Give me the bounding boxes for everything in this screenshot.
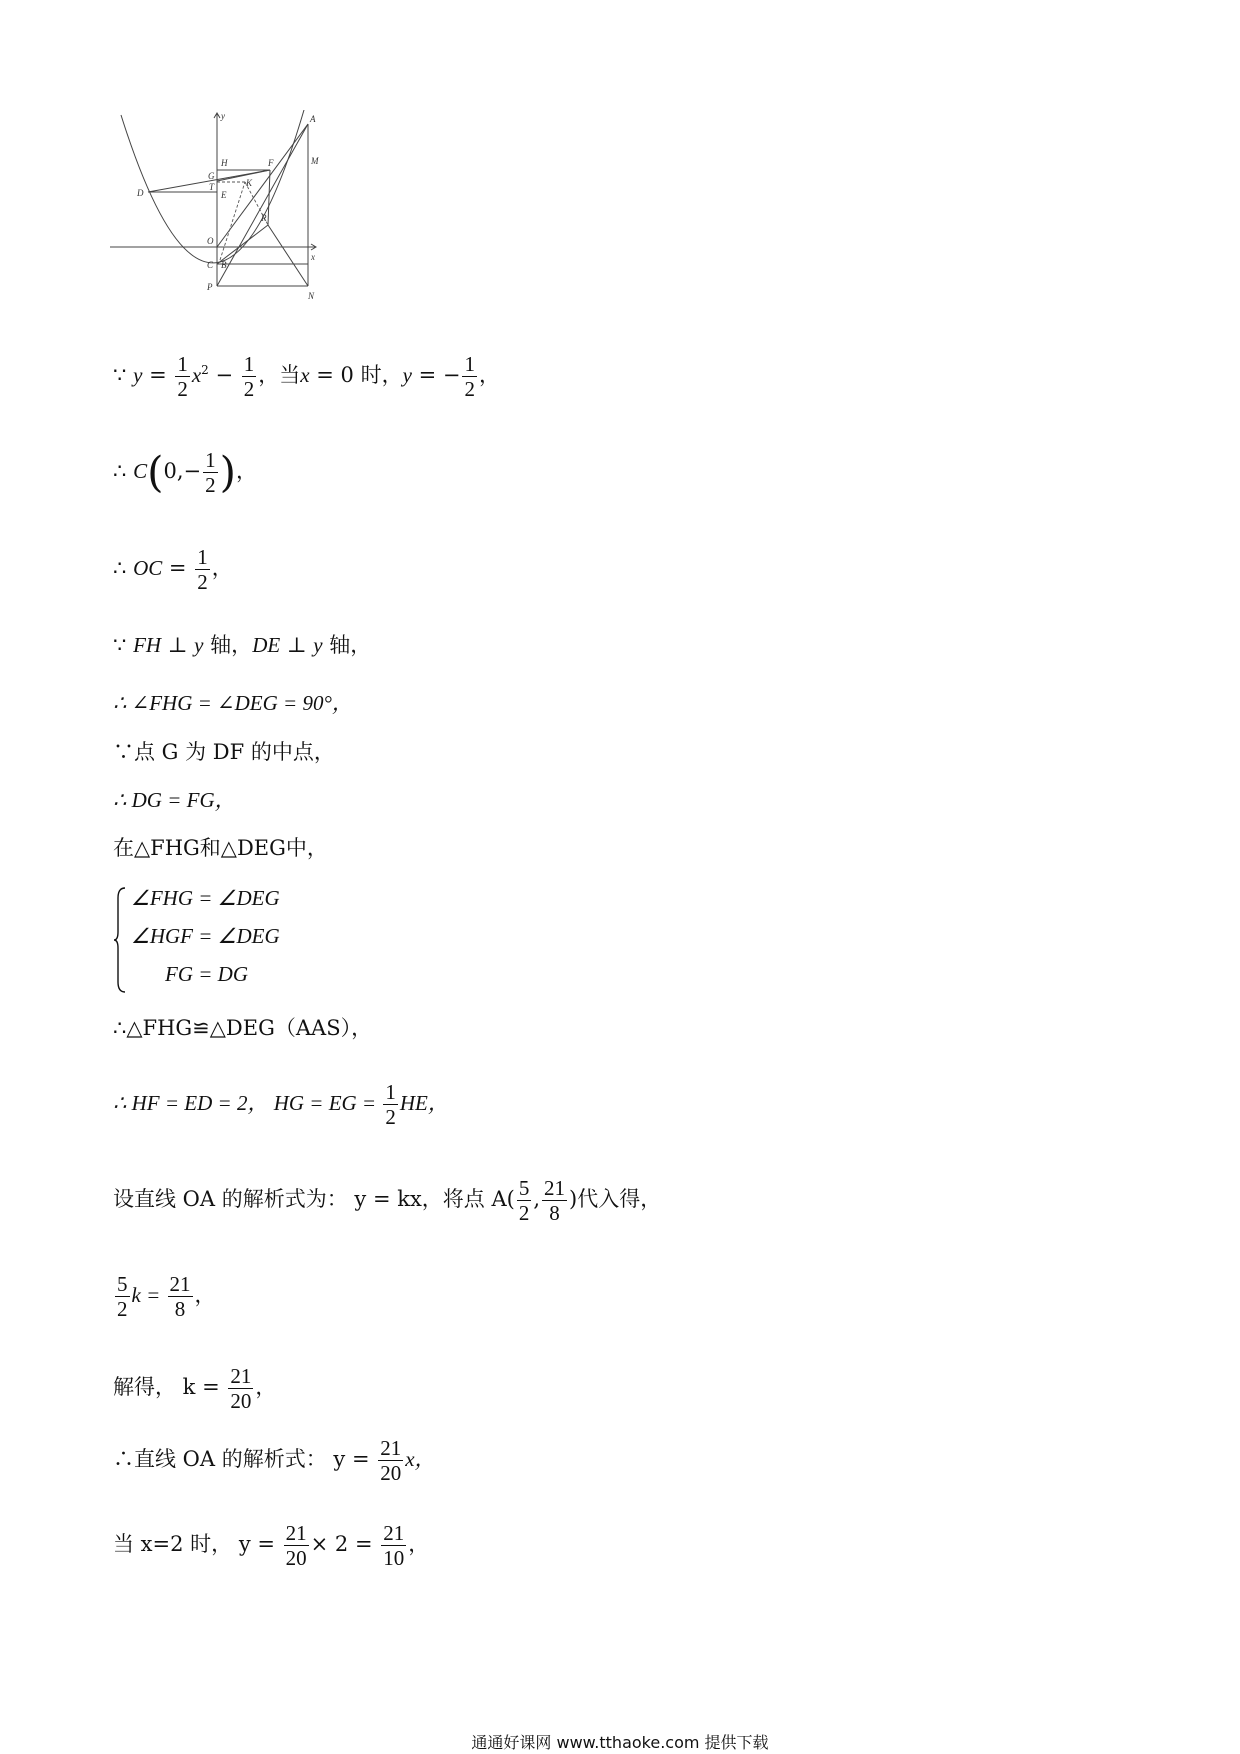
line-3 — [113, 545, 233, 594]
text: × 2 = — [310, 1532, 380, 1557]
label-H: H — [221, 158, 228, 168]
fraction — [195, 545, 210, 594]
line-2 — [113, 448, 257, 497]
segment-FH: FH — [133, 633, 162, 657]
var-x: x — [300, 363, 310, 388]
segment-DE: DE — [252, 633, 281, 657]
text: 设直线 OA 的解析式为： y = kx，将点 A( — [113, 1187, 515, 1212]
fraction — [115, 1272, 130, 1321]
line-15 — [113, 1521, 429, 1570]
text: k = — [131, 1283, 166, 1308]
label-F: F — [268, 158, 274, 168]
segment-OC: OC — [133, 556, 163, 581]
var-y: y — [402, 363, 412, 388]
var-y: y — [313, 633, 323, 657]
fraction — [203, 448, 218, 497]
label-x: x — [311, 252, 315, 262]
line-11 — [113, 1176, 661, 1225]
denominator: 20 — [380, 1461, 402, 1486]
therefore-symbol: ∴ — [113, 556, 127, 581]
text: ，当 — [258, 363, 301, 388]
numerator: 1 — [197, 545, 208, 569]
because-symbol: ∵ — [113, 633, 127, 657]
label-T: T — [209, 182, 215, 192]
fraction — [462, 352, 477, 401]
left-paren: ( — [147, 447, 164, 497]
label-C: C — [207, 260, 214, 270]
geometry-figure — [108, 110, 353, 310]
line-6: ∵点 G 为 DF 的中点， — [113, 740, 335, 764]
fraction — [242, 352, 257, 401]
parabola — [121, 110, 308, 263]
numerator: 21 — [544, 1176, 566, 1200]
label-y: y — [221, 111, 225, 121]
line-1 — [113, 352, 500, 401]
eq: = — [162, 556, 194, 581]
text: )代入得， — [569, 1187, 662, 1212]
page-footer: 通通好课网 www.tthaoke.com 提供下载 — [471, 1733, 769, 1752]
text: ∴直线 OA 的解析式： y = — [113, 1447, 377, 1472]
line-RN — [268, 225, 308, 286]
line-8: 在△FHG和△DEG中， — [113, 836, 328, 860]
numerator: 1 — [243, 352, 255, 376]
label-P: P — [207, 282, 213, 292]
line-OA — [217, 124, 308, 247]
numerator: 1 — [385, 1080, 396, 1104]
text: 解得， k = — [113, 1375, 227, 1400]
numerator: 1 — [464, 352, 475, 376]
eq: = — [142, 363, 174, 388]
minus: − — [208, 363, 240, 388]
line-10 — [113, 1080, 449, 1129]
denominator: 2 — [464, 377, 475, 402]
numerator: 21 — [285, 1521, 307, 1545]
punct: ， — [194, 1283, 216, 1308]
line-12 — [113, 1272, 216, 1321]
text: HE， — [399, 1091, 449, 1116]
numerator: 5 — [117, 1272, 128, 1296]
text: 时， — [353, 363, 403, 388]
line-5: ∴ ∠FHG = ∠DEG = 90°， — [113, 691, 353, 715]
numerator: 1 — [177, 352, 188, 376]
line-9: ∴△FHG≌△DEG（AAS）， — [113, 1016, 373, 1040]
perp: ⊥ — [280, 633, 314, 657]
left-brace — [113, 886, 127, 994]
fraction — [517, 1176, 532, 1225]
denominator: 20 — [285, 1546, 307, 1571]
text: 当 x=2 时， y = — [113, 1532, 282, 1557]
eq: = − — [411, 363, 461, 388]
denominator: 2 — [518, 1201, 530, 1226]
fraction — [383, 1080, 398, 1129]
line-14 — [113, 1436, 436, 1485]
text: ∴ HF = ED = 2， HG = EG = — [113, 1091, 382, 1116]
line-13 — [113, 1364, 276, 1413]
perp: ⊥ — [161, 633, 195, 657]
text: 轴， — [322, 633, 372, 657]
label-D: D — [137, 188, 144, 198]
fraction — [284, 1521, 309, 1570]
numerator: 21 — [169, 1272, 191, 1296]
denominator: 8 — [174, 1297, 186, 1322]
denominator: 20 — [230, 1389, 252, 1414]
var-y: y — [194, 633, 204, 657]
label-A: A — [310, 114, 316, 124]
denominator: 2 — [177, 377, 188, 402]
fraction — [228, 1364, 253, 1413]
denominator: 2 — [385, 1105, 396, 1130]
line-7: ∴ DG = FG， — [113, 788, 236, 812]
punct: ， — [408, 1532, 430, 1557]
numerator: 21 — [383, 1521, 405, 1545]
system-line-1: ∠FHG = ∠DEG — [131, 886, 280, 910]
numerator: 21 — [380, 1436, 402, 1460]
fraction — [381, 1521, 406, 1570]
var-y: y — [133, 363, 143, 388]
right-paren: ) — [219, 447, 236, 497]
comma: , — [533, 1187, 541, 1212]
fraction — [378, 1436, 403, 1485]
equation-system — [113, 886, 413, 996]
system-line-2: ∠HGF = ∠DEG — [131, 924, 280, 948]
line-PA — [217, 124, 308, 286]
text: x， — [405, 1447, 436, 1472]
denominator: 2 — [243, 377, 255, 402]
numerator: 5 — [518, 1176, 530, 1200]
text: 轴， — [203, 633, 253, 657]
therefore-symbol: ∴ — [113, 459, 127, 484]
label-K: K — [246, 178, 253, 188]
label-G: G — [208, 171, 215, 181]
numerator: 1 — [205, 448, 216, 472]
point-C: C — [133, 459, 148, 484]
fraction — [168, 1272, 193, 1321]
label-R: R — [261, 213, 267, 223]
punct: ， — [478, 363, 500, 388]
line-GF — [217, 170, 270, 181]
denominator: 2 — [205, 473, 216, 498]
exponent: 2 — [201, 363, 209, 378]
var-x: x — [191, 363, 202, 388]
denominator: 10 — [383, 1546, 405, 1571]
fraction — [175, 352, 190, 401]
system-line-3: FG = DG — [165, 962, 248, 986]
punct: ， — [255, 1375, 277, 1400]
punct: ， — [236, 459, 257, 484]
label-O: O — [207, 236, 214, 246]
line-4 — [113, 635, 371, 656]
coord: 0,− — [163, 459, 202, 484]
punct: ， — [211, 556, 233, 581]
label-E: E — [221, 190, 227, 200]
numerator: 21 — [230, 1364, 252, 1388]
denominator: 8 — [549, 1201, 560, 1226]
denominator: 2 — [197, 570, 208, 595]
label-B: B — [221, 260, 227, 270]
label-M: M — [311, 156, 319, 166]
because-symbol: ∵ — [113, 363, 127, 388]
eq-zero: = 0 — [309, 363, 354, 388]
fraction — [542, 1176, 567, 1225]
denominator: 2 — [117, 1297, 128, 1322]
label-N: N — [308, 291, 315, 301]
